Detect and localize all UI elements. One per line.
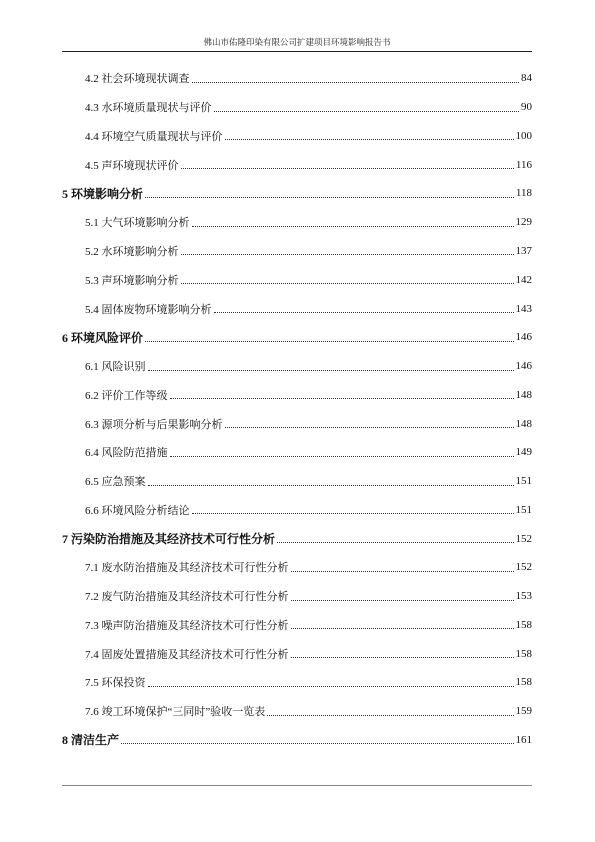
toc-page-number: 90: [521, 101, 532, 114]
footer-rule: [62, 785, 532, 786]
toc-section-entry: [62, 122, 532, 151]
toc-page-number: 146: [515, 360, 532, 373]
toc-entry-title: 8 清洁生产: [62, 733, 120, 748]
toc-page-number: 146: [515, 331, 532, 344]
toc-section-entry: [62, 64, 532, 93]
toc-entry-title: 6.4 风险防范措施: [85, 447, 168, 460]
toc-entry-title: 4.5 声环境现状评价: [85, 159, 179, 172]
toc-section-entry: [62, 668, 532, 697]
toc-dot-leader: [225, 139, 514, 140]
toc-dot-leader: [121, 743, 513, 744]
toc-section-entry: [62, 294, 532, 323]
toc-entry-title: 6.1 风险识别: [85, 361, 146, 374]
toc-page-number: 143: [515, 302, 532, 315]
toc-entry-title: 5.1 大气环境影响分析: [85, 217, 190, 230]
toc-page-number: 159: [515, 705, 532, 718]
toc-page-number: 137: [515, 244, 532, 257]
toc-page-number: 100: [515, 129, 532, 142]
toc-entry-title: 5.2 水环境影响分析: [85, 245, 179, 258]
toc-page-number: 116: [515, 158, 532, 171]
toc-dot-leader: [181, 168, 514, 169]
toc-dot-leader: [145, 341, 513, 342]
toc-section-entry: [62, 380, 532, 409]
toc-dot-leader: [181, 283, 514, 284]
toc-dot-leader: [170, 398, 514, 399]
toc-entry-title: 7.6 竣工环境保护“三同时”验收一览表: [85, 706, 266, 719]
toc-section-entry: [62, 265, 532, 294]
toc-dot-leader: [277, 542, 513, 543]
toc-entry-title: 6.5 应急预案: [85, 476, 146, 489]
toc-dot-leader: [192, 226, 514, 227]
toc-entry-title: 7.1 废水防治措施及其经济技术可行性分析: [85, 562, 289, 575]
toc-section-entry: [62, 93, 532, 122]
toc-page-number: 149: [515, 446, 532, 459]
toc-page-number: 148: [515, 417, 532, 430]
toc-page-number: 129: [515, 216, 532, 229]
toc-page-number: 153: [515, 590, 532, 603]
toc-entry-title: 6.3 源项分析与后果影响分析: [85, 418, 223, 431]
toc-chapter-entry: [62, 524, 532, 553]
toc-section-entry: [62, 237, 532, 266]
toc-dot-leader: [145, 197, 514, 198]
toc-chapter-entry: [62, 726, 532, 755]
toc-section-entry: [62, 495, 532, 524]
running-header: 佛山市佑隆印染有限公司扩建项目环境影响报告书: [62, 36, 532, 52]
toc-dot-leader: [192, 82, 520, 83]
toc-page-number: 152: [515, 532, 532, 545]
toc-section-entry: [62, 438, 532, 467]
toc-dot-leader: [291, 628, 514, 629]
toc-entry-title: 5.3 声环境影响分析: [85, 274, 179, 287]
toc-dot-leader: [214, 312, 514, 313]
toc-section-entry: [62, 582, 532, 611]
toc-section-entry: [62, 553, 532, 582]
toc-dot-leader: [291, 571, 514, 572]
toc-page-number: 151: [515, 475, 532, 488]
toc-entry-title: 5 环境影响分析: [62, 186, 144, 201]
toc-section-entry: [62, 639, 532, 668]
toc-dot-leader: [291, 600, 514, 601]
toc-entry-title: 7.3 噪声防治措施及其经济技术可行性分析: [85, 619, 289, 632]
toc-page-number: 158: [515, 618, 532, 631]
table-of-contents: [62, 64, 532, 754]
toc-entry-title: 4.3 水环境质量现状与评价: [85, 102, 212, 115]
toc-entry-title: 6.6 环境风险分析结论: [85, 504, 190, 517]
toc-page-number: 148: [515, 388, 532, 401]
toc-page-number: 158: [515, 676, 532, 689]
toc-section-entry: [62, 150, 532, 179]
toc-page-number: 142: [515, 273, 532, 286]
toc-entry-title: 7 污染防治措施及其经济技术可行性分析: [62, 532, 276, 547]
toc-entry-title: 4.4 环境空气质量现状与评价: [85, 130, 223, 143]
toc-page-number: 152: [515, 561, 532, 574]
toc-entry-title: 4.2 社会环境现状调查: [85, 73, 190, 86]
toc-dot-leader: [267, 715, 513, 716]
toc-entry-title: 7.2 废气防治措施及其经济技术可行性分析: [85, 591, 289, 604]
toc-section-entry: [62, 208, 532, 237]
toc-section-entry: [62, 467, 532, 496]
toc-entry-title: 5.4 固体废物环境影响分析: [85, 303, 212, 316]
toc-dot-leader: [214, 111, 520, 112]
toc-page-number: 158: [515, 647, 532, 660]
toc-section-entry: [62, 352, 532, 381]
toc-dot-leader: [170, 456, 514, 457]
toc-section-entry: [62, 409, 532, 438]
toc-dot-leader: [148, 370, 514, 371]
toc-page-number: 84: [521, 72, 532, 85]
toc-section-entry: [62, 611, 532, 640]
toc-dot-leader: [181, 254, 514, 255]
toc-entry-title: 6.2 评价工作等级: [85, 389, 168, 402]
toc-dot-leader: [148, 686, 514, 687]
toc-entry-title: 7.5 环保投资: [85, 677, 146, 690]
toc-page-number: 118: [515, 187, 532, 200]
toc-page-number: 161: [515, 733, 532, 746]
toc-chapter-entry: [62, 323, 532, 352]
toc-dot-leader: [148, 485, 514, 486]
toc-page-number: 151: [515, 503, 532, 516]
toc-chapter-entry: [62, 179, 532, 208]
toc-dot-leader: [291, 657, 514, 658]
toc-section-entry: [62, 697, 532, 726]
toc-dot-leader: [192, 513, 514, 514]
toc-dot-leader: [225, 427, 514, 428]
toc-entry-title: 6 环境风险评价: [62, 330, 144, 345]
toc-entry-title: 7.4 固废处置措施及其经济技术可行性分析: [85, 648, 289, 661]
